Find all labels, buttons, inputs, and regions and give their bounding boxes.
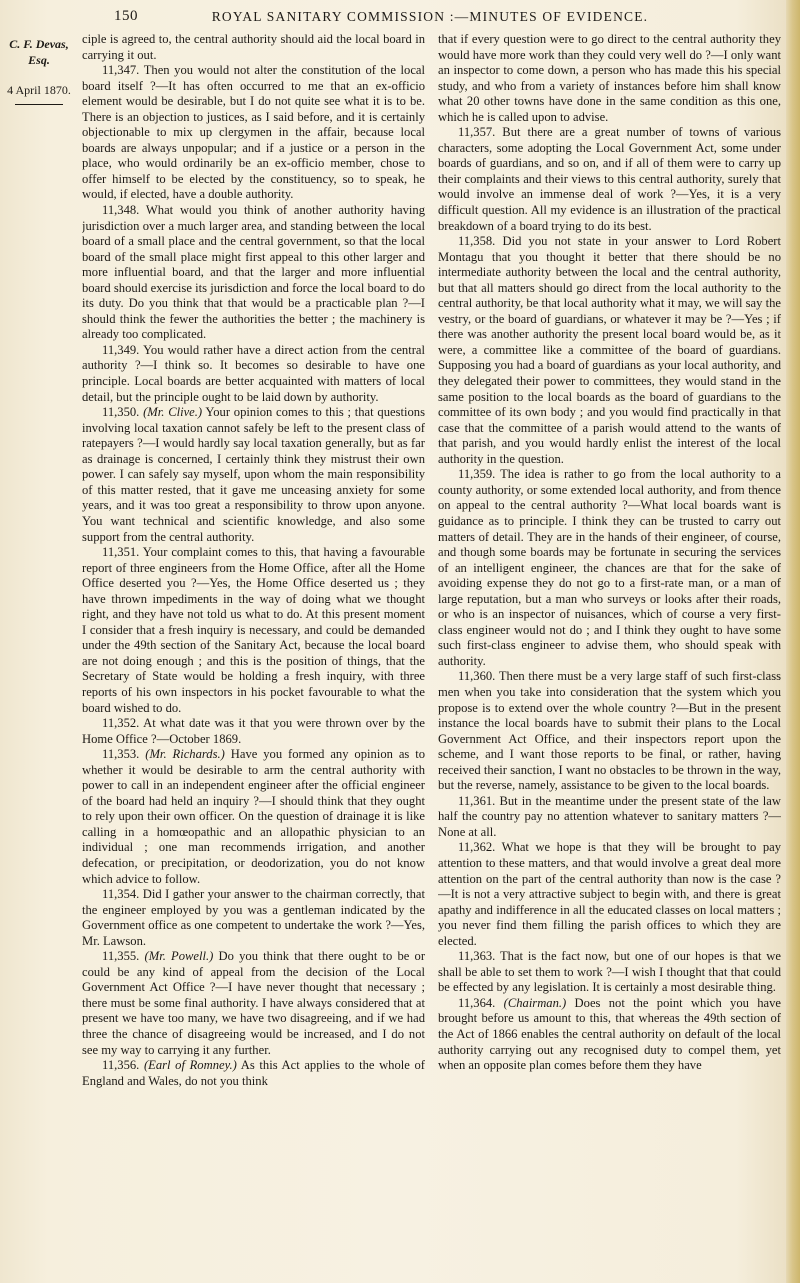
- paragraph: [82, 203, 425, 343]
- question-number: 11,348.: [102, 203, 140, 218]
- paragraph-text: Then you would not alter the constitution of the local board itself ?—It has often occurred to me that an ex-officio element would be desirable, but I do not quite see what it is to be. There is an objection to justices, as I said before, and it is certainly objectionable to mix up clergymen in the affair, because local boards are always unpopular; and if a justice or a person in the place, who would ordinarily be an ex-officio member, chose to offer himself to be elected by the constituency, so to speak, he would, if elected, have a double authority.: [82, 63, 425, 202]
- paragraph: [438, 125, 781, 234]
- paragraph: [82, 343, 425, 405]
- paragraph: [438, 794, 781, 841]
- questioner: (Earl of Romney.): [143, 1058, 237, 1073]
- questioner: (Mr. Richards.): [145, 747, 225, 762]
- questioner: (Mr. Clive.): [143, 405, 203, 420]
- paragraph-text: You would rather have a direct action from the central authority ?—I think so. It becomes so desirable to have one principle. Local boards are better acquainted with matters of local detail, but the principle ought to be laid down by authority.: [82, 342, 425, 404]
- question-number: 11,357.: [458, 125, 496, 140]
- paragraph-text: Did you not state in your answer to Lord Robert Montagu that you thought it better that there should be no intermediate authority between the local and the central authority, but that all matters should go direct from the local authority to the central authority, be that local authority what it may, we will say the vestry, or the board of guardians, or whatever it may be ?—Yes ; if there was another authority the present local board would be, as it were, a committee like a committee of the board of guardians. Supposing you had a board of guardians as your local authority, and they delegated their power to committees, they would stand in the same position to the local boards as the board of guardians to the committee of its own body ; and you would find practically in that case that the committee of a parish would attend to the wants of that parish, and you would hardly enlist the interest of the local authority in the question.: [438, 234, 781, 466]
- paragraph: [438, 669, 781, 793]
- page-number: 150: [114, 8, 138, 24]
- paragraph: [82, 949, 425, 1058]
- paragraph-text: Does not the point which you have brought before us amount to this, that whereas the 49th section of the Act of 1866 enables the central authority on default of the local authority carrying out any recognised duty to compel them, yet when an opposite plan comes before them they have: [438, 995, 781, 1073]
- question-number: 11,364.: [458, 995, 496, 1010]
- paragraph: [438, 234, 781, 467]
- questioner: (Chairman.): [503, 995, 567, 1010]
- paragraph-text: Have you formed any opinion as to whether it would be desirable to arm the central authority with power to call in an independent engineer after the official engineer of the board had held an inquiry ?—I should think that they ought to rely upon their own officer. On the question of drainage it is like calling in a homœopathic and an allopathic physician to an individual ; one man recommends irrigation, and another defecation, or precipitation, or deodorization, you do not know which advice to follow.: [82, 747, 425, 886]
- question-number: 11,350.: [102, 405, 140, 420]
- paragraph-text: that if every question were to go direct to the central authority they would have more work than they could very well do ?—I only want an inspector to come down, a person who has made this his special study, and who from a variety of instances before him shall know what 20 other towns have done in the same condition as this one, which he is called upon to advise.: [438, 32, 781, 124]
- question-number: 11,354.: [102, 887, 140, 902]
- paragraph: [82, 887, 425, 949]
- question-number: 11,352.: [102, 716, 140, 731]
- question-number: 11,347.: [102, 63, 140, 78]
- paragraph: [438, 949, 781, 996]
- paragraph-text: But there are a great number of towns of various characters, some adopting the Local Government Act, some under boards of guardians, and so on, and if all of them were to carry up their complaints and their views to this central authority, surely that would involve an immense deal of work ?—Yes, it is a very difficult question. All my evidence is an illustration of the practical breakdown of a board trying to do its best.: [438, 125, 781, 233]
- evidence-date: 4 April 1870.: [7, 83, 71, 97]
- paragraph-text: ciple is agreed to, the central authority should aid the local board in carrying it out.: [82, 32, 425, 62]
- paragraph: [438, 840, 781, 949]
- question-number: 11,361.: [458, 793, 496, 808]
- left-column: [82, 32, 425, 1272]
- margin-rule: [15, 104, 63, 105]
- margin-note: [4, 36, 74, 105]
- question-number: 11,359.: [458, 467, 496, 482]
- question-number: 11,349.: [102, 342, 140, 357]
- paragraph-text: Do you think that there ought to be or could be any kind of appeal from the decision of the Local Government Act Office ?—I have never thought that necessary ; there must be some final authority. I have always considered that at present we have too many, we have two disagreeing, and if we had three the chance of disagreeing would be increased, and I do not see my way to carrying it any further.: [82, 949, 425, 1057]
- paragraph-text: As this Act applies to the whole of England and Wales, do not you think: [82, 1058, 425, 1088]
- right-column: [438, 32, 781, 1272]
- paragraph-text: Your complaint comes to this, that having a favourable report of three engineers from the Home Office, after all the Home Office deserted you ?—Yes, the Home Office deserted us ; they have thrown impediments in the way of doing what we thought right, and they have not told us what to do. At this present moment I consider that a fresh inquiry is necessary, and could be demanded under the 49th section of the Sanitary Act, because the local board are not doing enough ; and this is the position of things, that the Secretary of State would be holding a fresh inquiry, with three reports of his own inspectors in his pocket favourable to what the board wished to do.: [82, 545, 425, 715]
- paragraph: [82, 405, 425, 545]
- paragraph-text: Did I gather your answer to the chairman correctly, that the engineer employed by you was a gentleman indicated by the Government office as one competent to undertake the work ?—Yes, Mr. Lawson.: [82, 887, 425, 948]
- paragraph-text: What would you think of another authority having jurisdiction over a much larger area, and standing between the local board of a small place and the central government, so that the local board of the small place might first appeal to this other larger and more influential board, and that the larger and more influential board should exercise its jurisdiction and force the local board to do its duty. Do you think that that would be a practicable plan ?—I should think the fewer the authorities the better ; the machinery is already too complicated.: [82, 203, 425, 342]
- page-edge: [786, 0, 800, 1283]
- paragraph: [82, 716, 425, 747]
- paragraph: [82, 32, 425, 63]
- paragraph-text: That is the fact now, but one of our hopes is that we shall be able to set them to work ?—I wish I thought that that could be effected by any legislation. It is certainly a most desirable thing.: [438, 949, 781, 995]
- question-number: 11,358.: [458, 234, 496, 249]
- paragraph-text: The idea is rather to go from the local authority to a county authority, or some extended local authority, and from thence on appeal to the central authority ?—What local boards want is guidance as to principle. I think they can be trusted to carry out matters of detail. They are in the hands of their engineer, of course, and though some boards may be fortunate in securing the services of an intelligent engineer, the chances are that for the sake of avoiding expense they do not go to a first-rate man, or a man of large reputation, but a man who surveys or looks after their roads, or who is an inspector of nuisances, which of course a very first-class engineer would not do ; and I think they ought to have some such first-class engineer to advise them, who should speak with authority.: [438, 467, 781, 668]
- question-number: 11,362.: [458, 840, 496, 855]
- paragraph: [82, 63, 425, 203]
- paragraph-text: At what date was it that you were thrown over by the Home Office ?—October 1869.: [82, 716, 425, 746]
- question-number: 11,363.: [458, 949, 496, 964]
- paragraph-text: Then there must be a very large staff of such first-class men when you take into consideration that the system which you propose is to extend over the whole country ?—But in the present instance the local boards have to submit their plans to the Local Government Act Office, and their inspectors report upon the scheme, and I want those reports to be final, or rather, having received their sanction, I want no obstacles to be thrown in the way, but the reverse, namely, assistance to be given to the local boards.: [438, 669, 781, 793]
- question-number: 11,353.: [102, 747, 140, 762]
- questioner: (Mr. Powell.): [144, 949, 214, 964]
- paragraph: [82, 545, 425, 716]
- paragraph-text: Your opinion comes to this ; that questions involving local taxation cannot safely be left to the present class of ratepayers ?—I would hardly say local taxation generally, but as far as drainage is concerned, I certainly think they mistrust their own power. I can safely say myself, upon whom the main responsibility of this matter rested, that it gave me unceasing anxiety for some years, and it was too great a responsibility to throw upon anyone. You want technical and scientific knowledge, and also some support from the central authority.: [82, 405, 425, 544]
- page-header: [0, 6, 800, 28]
- question-number: 11,360.: [458, 669, 496, 684]
- paragraph: [438, 32, 781, 125]
- witness-name: C. F. Devas,: [9, 37, 69, 51]
- paragraph: [82, 1058, 425, 1089]
- paragraph-text: What we hope is that they will be brought to pay attention to these matters, and that would involve a great deal more attention on the part of the central authority than now is the case ?—It is not a very attractive subject to begin with, and there is great apathy and indifference in all the educated classes on local matters ; you never find them filling the parish offices to which they are elected.: [438, 840, 781, 948]
- witness-title: Esq.: [28, 53, 50, 67]
- paragraph: [82, 747, 425, 887]
- paragraph-text: But in the meantime under the present state of the law half the country pay no attention whatever to sanitary matters ?—None at all.: [438, 793, 781, 839]
- paragraph: [438, 467, 781, 669]
- question-number: 11,356.: [102, 1058, 140, 1073]
- question-number: 11,351.: [102, 545, 140, 560]
- paragraph: [438, 996, 781, 1074]
- running-head: ROYAL SANITARY COMMISSION :—MINUTES OF EVIDENCE.: [211, 9, 649, 24]
- question-number: 11,355.: [102, 949, 140, 964]
